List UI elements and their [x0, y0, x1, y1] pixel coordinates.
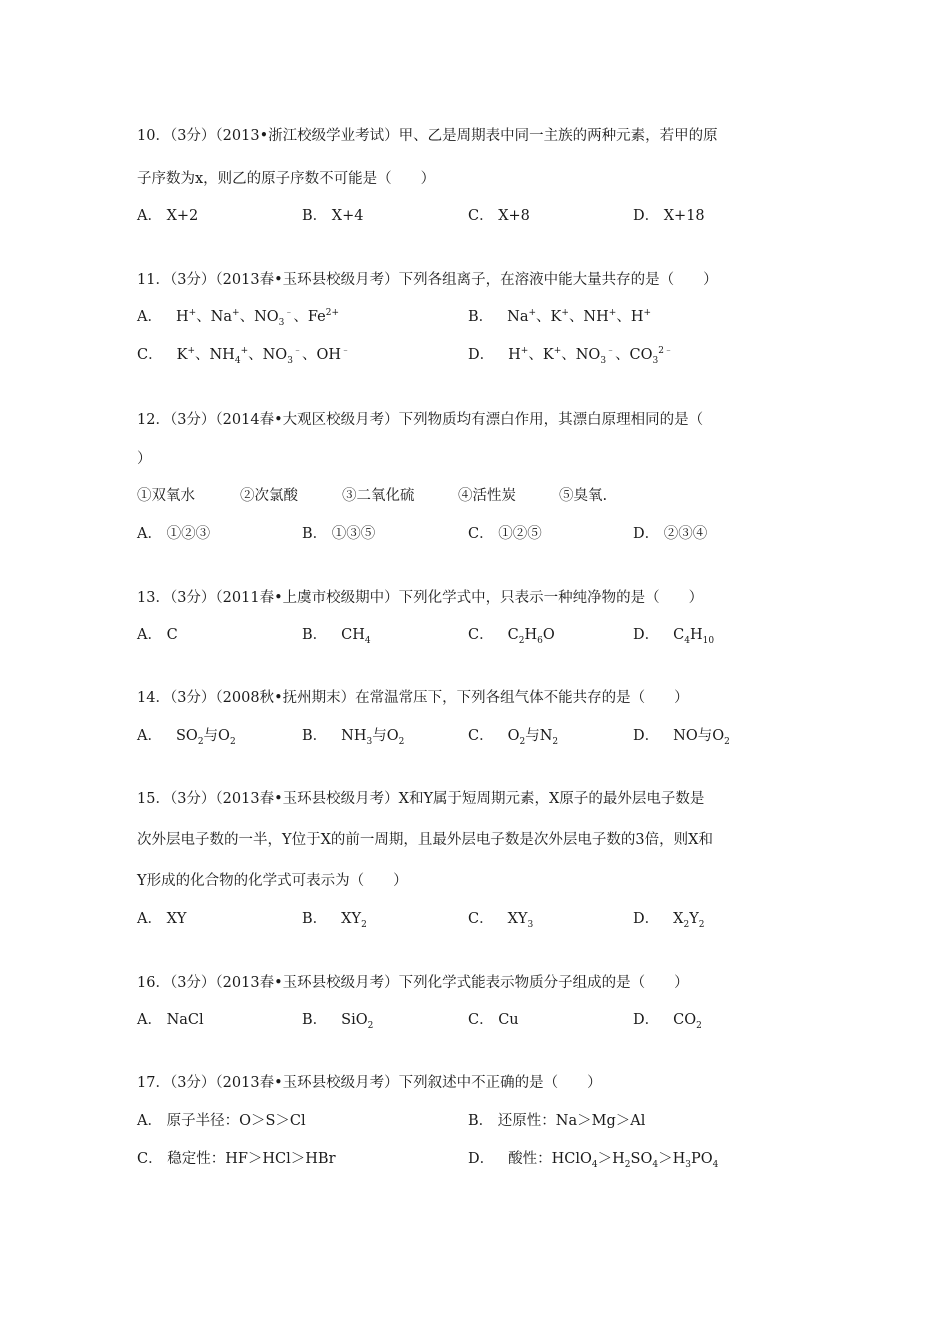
q12-item-2: ②次氯酸	[240, 488, 298, 504]
q16-option-b: B． SiO$_2$	[302, 1012, 374, 1031]
q12-item-4: ④活性炭	[458, 488, 516, 504]
q15-stem-line2: 次外层电子数的一半，Y位于X的前一周期，且最外层电子数是次外层电子数的3倍，则X和	[137, 832, 713, 848]
q12-stem-line2: ）	[137, 451, 152, 467]
q11-option-c: C． K+、$NH_4^+$、$NO_3^﹣$、OH﹣	[137, 346, 351, 366]
q11-option-b: B． Na+、K+、NH+、H+	[468, 308, 652, 325]
q15-stem-line1: 15．（3分）（2013春•玉环县校级月考）X和Y属于短周期元素，X原子的最外层电子数是	[137, 791, 705, 807]
q13-option-b: B． $CH_4$	[302, 627, 371, 646]
q11-stem: 11．（3分）（2013春•玉环县校级月考）下列各组离子，在溶液中能大量共存的是（ ）	[137, 272, 718, 288]
q12-option-b: B． ①③⑤	[302, 526, 376, 542]
q10-option-c: C． X+8	[468, 208, 530, 224]
q10-stem-line2: 子序数为x，则乙的原子序数不可能是（ ）	[137, 171, 436, 187]
q10-option-d: D． X+18	[633, 208, 705, 224]
q14-option-c: C． $O_2$与$N_2$	[468, 728, 559, 747]
q15-stem-line3: Y形成的化合物的化学式可表示为（ ）	[137, 873, 408, 889]
q17-option-b: B． 还原性：Na＞Mg＞Al	[468, 1113, 646, 1129]
q17-option-a: A． 原子半径：O＞S＞Cl	[137, 1113, 306, 1129]
q14-option-d: D． NO与$O_2$	[633, 728, 730, 747]
q11-option-a: A． H+、Na+、$NO_3^﹣$、$Fe^{2+}$	[137, 308, 340, 328]
q16-option-a: A． NaCl	[137, 1012, 204, 1028]
q13-option-a: A． C	[137, 627, 178, 643]
q14-option-a: A． $SO_2$与$O_2$	[137, 728, 236, 747]
q12-option-c: C． ①②⑤	[468, 526, 542, 542]
q16-option-c: C． Cu	[468, 1012, 519, 1028]
q12-item-3: ③二氧化硫	[342, 488, 415, 504]
q11-option-d: D． H+、K+、$NO_3^﹣$、$CO_3^{2﹣}$	[468, 346, 674, 366]
q10-option-b: B． X+4	[302, 208, 364, 224]
q13-option-d: D． $C_4H_{10}$	[633, 627, 715, 646]
q15-option-a: A． XY	[137, 911, 187, 927]
q14-option-b: B． $NH_3$与$O_2$	[302, 728, 405, 747]
q13-stem: 13．（3分）（2011春•上虞市校级期中）下列化学式中，只表示一种纯净物的是（ ）	[137, 590, 704, 606]
q12-option-d: D． ②③④	[633, 526, 708, 542]
q10-stem-line1: 10．（3分）（2013•浙江校级学业考试）甲、乙是周期表中同一主族的两种元素，若甲的原	[137, 128, 718, 144]
q15-option-d: D． $X_2Y_2$	[633, 911, 705, 930]
q15-option-c: C． $XY_3$	[468, 911, 534, 930]
q12-option-a: A． ①②③	[137, 526, 211, 542]
q12-item-5: ⑤臭氧.	[559, 488, 608, 504]
q12-stem-line1: 12．（3分）（2014春•大观区校级月考）下列物质均有漂白作用，其漂白原理相同的是（	[137, 412, 704, 428]
q12-item-1: ①双氧水	[137, 488, 195, 504]
q17-stem: 17．（3分）（2013春•玉环县校级月考）下列叙述中不正确的是（ ）	[137, 1075, 602, 1091]
q13-option-c: C． $C_2H_6O$	[468, 627, 555, 646]
q16-option-d: D． $CO_2$	[633, 1012, 702, 1031]
q17-option-d: D． 酸性：$HClO_4>H_2SO_4>H_3PO_4$	[468, 1151, 719, 1170]
q16-stem: 16．（3分）（2013春•玉环县校级月考）下列化学式能表示物质分子组成的是（ ）	[137, 975, 689, 991]
q10-option-a: A． X+2	[137, 208, 199, 224]
q17-option-c: C． 稳定性：HF＞HCl＞HBr	[137, 1151, 336, 1167]
q14-stem: 14．（3分）（2008秋•抚州期末）在常温常压下，下列各组气体不能共存的是（ ）	[137, 690, 689, 706]
q15-option-b: B． $XY_2$	[302, 911, 367, 930]
